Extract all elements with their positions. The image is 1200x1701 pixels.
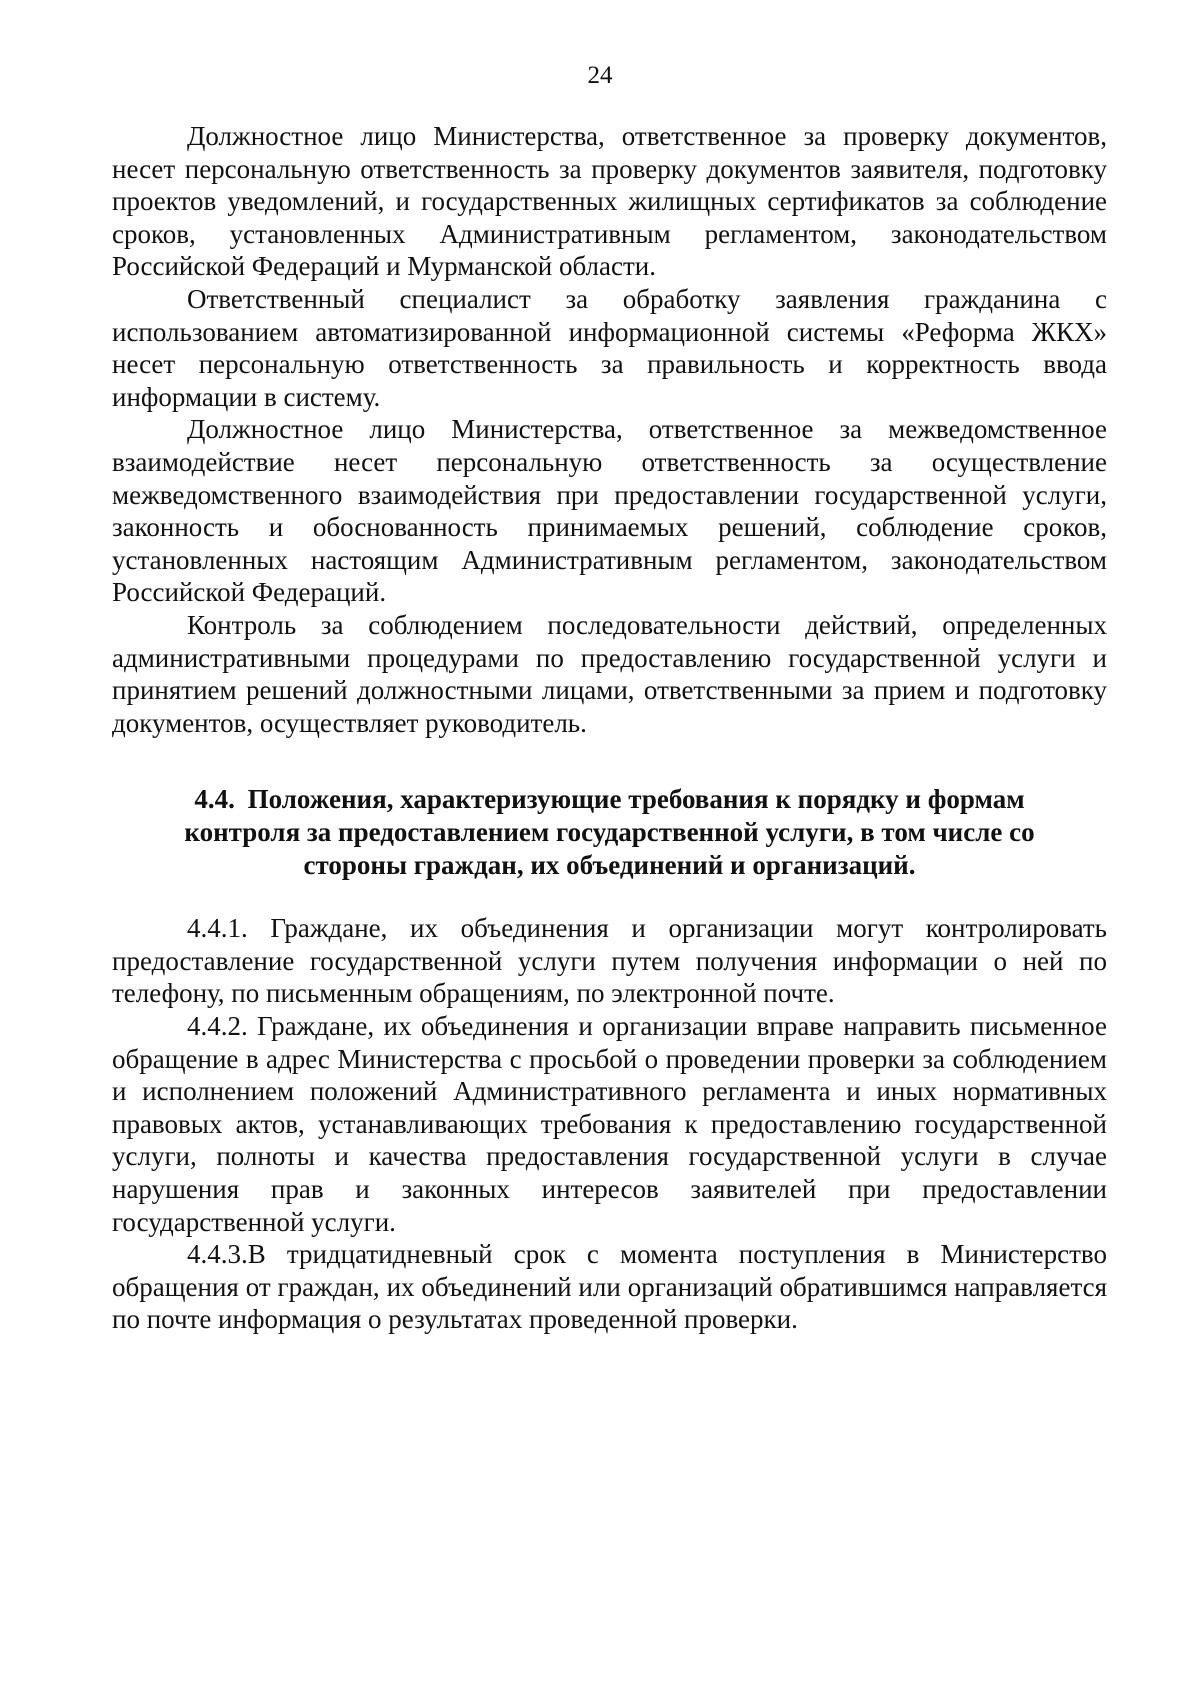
paragraph: 4.4.3.В тридцатидневный срок с момента поступления в Министерство обращения от граждан, их объединений или организаций обратившимся направляется по почте информация о результатах проведенной проверки. (112, 1239, 1107, 1335)
paragraph: Должностное лицо Министерства, ответственное за межведомственное взаимодействие несет персональную ответственность за осуществление межведомственного взаимодействия при предоставлении государственной услуги, законность и обоснованность принимаемых решений, соблюдение сроков, установленных настоящим Административным регламентом, законодательством Российской Федераций. (112, 414, 1107, 608)
paragraph: 4.4.2. Граждане, их объединения и организации вправе направить письменное обращение в адрес Министерства с просьбой о проведении проверки за соблюдением и исполнением положений Административного регламента и иных нормативных правовых актов, устанавливающих требования к предоставлению государственной услуги, полноты и качества предоставления государственной услуги в случае нарушения прав и законных интересов заявителей при предоставлении государственной услуги. (112, 1011, 1107, 1237)
section-number: 4.4. (194, 784, 235, 815)
document-body (112, 120, 1107, 1336)
paragraph: Должностное лицо Министерства, ответственное за проверку документов, несет персональную ответственность за проверку документов заявителя, подготовку проектов уведомлений, и государственных жилищных сертификатов за соблюдение сроков, установленных Административным регламентом, законодательством Российской Федераций и Мурманской области. (112, 121, 1107, 282)
paragraph: 4.4.1. Граждане, их объединения и организации могут контролировать предоставление государственной услуги путем получения информации о ней по телефону, по письменным обращениям, по электронной почте. (112, 913, 1107, 1009)
section-heading (142, 783, 1077, 882)
page-number: 24 (587, 62, 613, 89)
paragraph: Контроль за соблюдением последовательности действий, определенных административными процедурами по предоставлению государственной услуги и принятием решений должностными лицами, ответственными за прием и подготовку документов, осуществляет руководитель. (112, 609, 1107, 738)
section-title: Положения, характеризующие требования к порядку и формам контроля за предоставлением государственной услуги, в том числе со стороны граждан, их объединений и организаций. (184, 784, 1035, 881)
paragraph: Ответственный специалист за обработку заявления гражданина с использованием автоматизированной информационной системы «Реформа ЖКХ» несет персональную ответственность за правильность и корректность ввода информации в систему. (112, 283, 1107, 412)
